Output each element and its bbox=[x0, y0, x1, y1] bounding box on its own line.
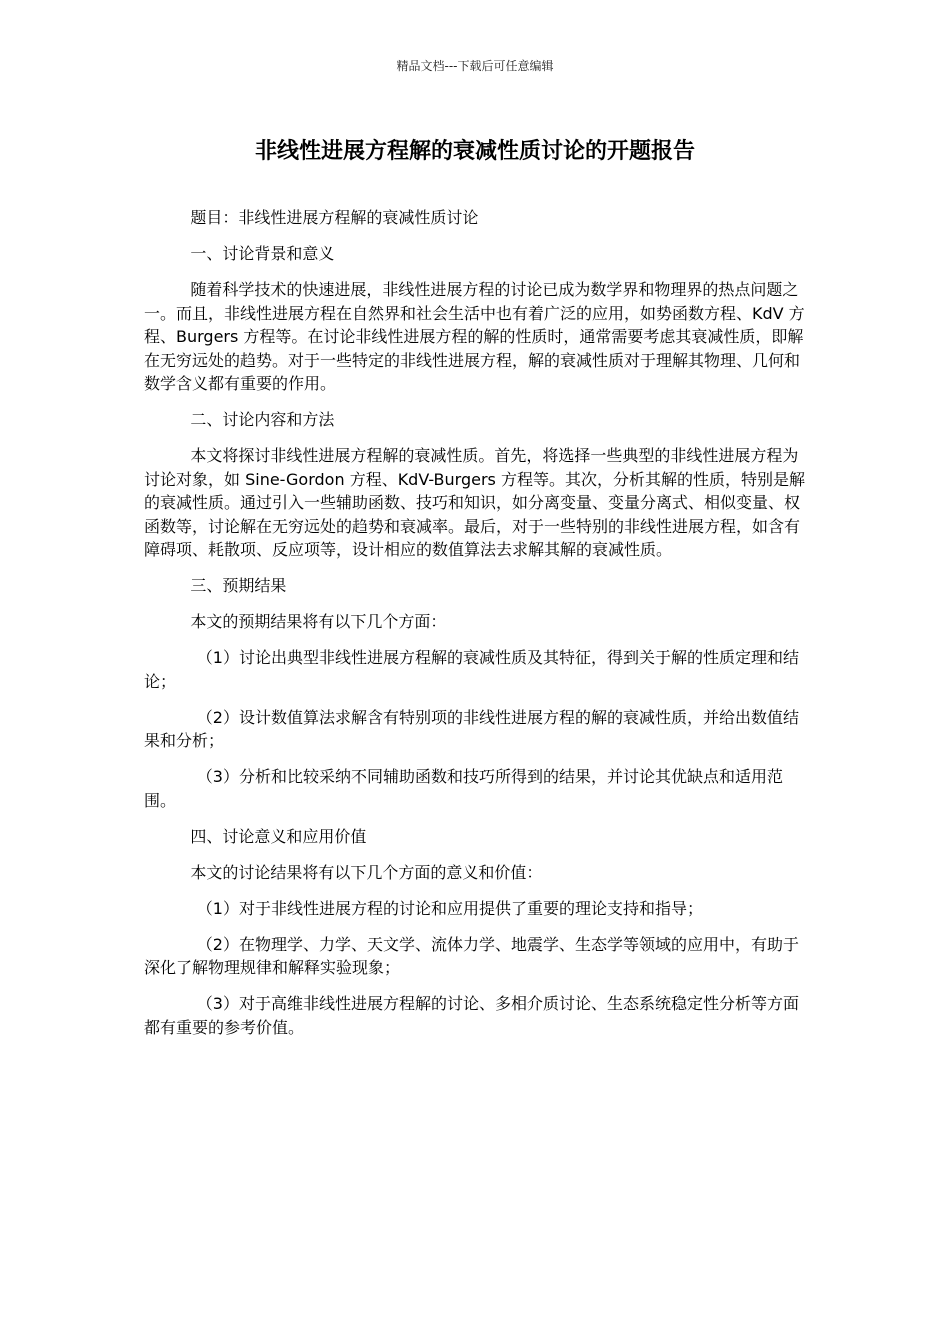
expected-result-item: （1）讨论出典型非线性进展方程解的衰减性质及其特征，得到关于解的性质定理和结论； bbox=[144, 648, 799, 691]
significance-item: （3）对于高维非线性进展方程解的讨论、多相介质讨论、生态系统稳定性分析等方面都有重要的参考价值。 bbox=[144, 994, 799, 1037]
expected-result-item: （2）设计数值算法求解含有特别项的非线性进展方程的解的衰减性质，并给出数值结果和分析； bbox=[144, 707, 799, 750]
section-heading-significance: 四、讨论意义和应用价值 bbox=[190, 826, 367, 846]
expected-result-item: （3）分析和比较采纳不同辅助函数和技巧所得到的结果，并讨论其优缺点和适用范围。 bbox=[144, 767, 783, 810]
significance-intro: 本文的讨论结果将有以下几个方面的意义和价值： bbox=[190, 862, 543, 882]
significance-item: （2）在物理学、力学、天文学、流体力学、地震学、生态学等领域的应用中，有助于深化了解物理规律和解释实验现象； bbox=[144, 934, 799, 977]
expected-results-intro: 本文的预期结果将有以下几个方面： bbox=[190, 612, 447, 631]
significance-item: （1）对于非线性进展方程的讨论和应用提供了重要的理论支持和指导； bbox=[196, 898, 703, 918]
topic-line: 题目：非线性进展方程解的衰减性质讨论 bbox=[190, 208, 479, 227]
section-heading-content-method: 二、讨论内容和方法 bbox=[190, 410, 335, 429]
document-body bbox=[144, 206, 805, 1052]
section-paragraph-background: 随着科学技术的快速进展，非线性进展方程的讨论已成为数学界和物理界的热点问题之一。而且，非线性进展方程在自然界和社会生活中也有着广泛的应用，如势函数方程、KdV 方程、Burgers 方程等。在讨论非线性进展方程的解的性质时，通常需要考虑其衰减性质，即解在无穷远处的趋势。对于一些特定的非线性进展方程，解的衰减性质对于理解其物理、几何和数学含义都有重要的作用。 bbox=[144, 280, 805, 393]
header-note: 精品文档---下载后可任意编辑 bbox=[396, 59, 554, 73]
section-heading-background: 一、讨论背景和意义 bbox=[190, 244, 335, 263]
section-paragraph-content-method: 本文将探讨非线性进展方程解的衰减性质。首先，将选择一些典型的非线性进展方程为讨论对象，如 Sine-Gordon 方程、KdV-Burgers 方程等。其次，分析其解的性质，特别是解的衰减性质。通过引入一些辅助函数、技巧和知识，如分离变量、变量分离式、相似变量、权函数等，讨论解在无穷远处的趋势和衰减率。最后，对于一些特别的非线性进展方程，如含有障碍项、耗散项、反应项等，设计相应的数值算法去求解其解的衰减性质。 bbox=[144, 446, 805, 559]
section-heading-expected-results: 三、预期结果 bbox=[190, 576, 287, 595]
document-title: 非线性进展方程解的衰减性质讨论的开题报告 bbox=[254, 139, 695, 164]
